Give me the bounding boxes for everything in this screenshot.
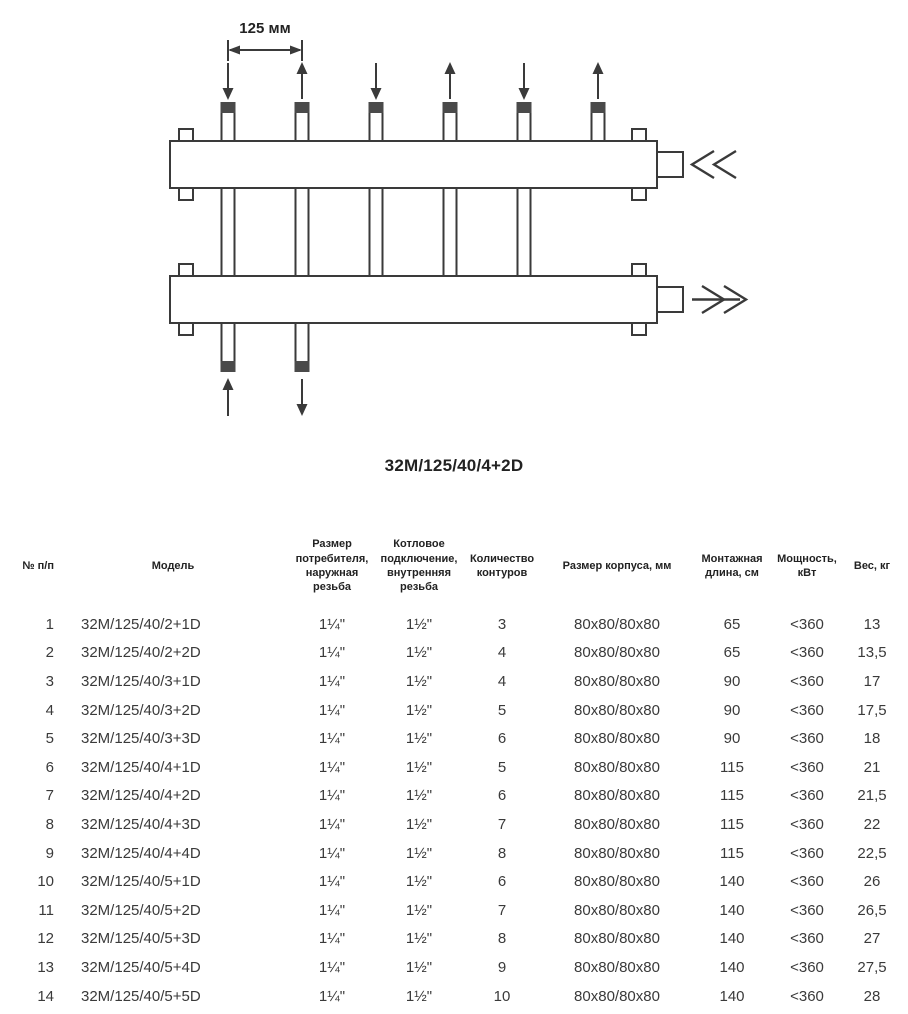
table-cell: 2 bbox=[45, 644, 54, 662]
table-cell: 140 bbox=[719, 873, 745, 891]
table-cell: 140 bbox=[719, 958, 745, 976]
table-cell: 17 bbox=[863, 672, 881, 690]
table-cell: 1½" bbox=[405, 987, 433, 1005]
table-cell: 22,5 bbox=[857, 844, 887, 862]
table-cell: 1¼" bbox=[318, 758, 346, 776]
flow-arrow-down-icon bbox=[223, 63, 234, 100]
col-header-mount-length: Монтажная длина, см bbox=[701, 552, 763, 579]
table-row bbox=[6, 925, 902, 954]
table-cell: <360 bbox=[790, 901, 824, 919]
table-cell: <360 bbox=[790, 758, 824, 776]
table-cell: 12 bbox=[37, 930, 54, 948]
table-cell: 7 bbox=[45, 787, 54, 805]
table-cell: 26,5 bbox=[857, 901, 887, 919]
col-header-boiler-connection: Котловое подключение, внутренняя резьба bbox=[380, 538, 458, 594]
table-cell: <360 bbox=[790, 844, 824, 862]
dimension-line bbox=[228, 40, 302, 61]
table-row bbox=[6, 810, 902, 839]
table-cell: <360 bbox=[790, 730, 824, 748]
table-cell: 80x80/80x80 bbox=[574, 701, 660, 719]
table-cell: 1¼" bbox=[318, 787, 346, 805]
manifold-diagram bbox=[0, 0, 908, 430]
table-cell: 65 bbox=[723, 615, 741, 633]
supply-inlet-arrow-icon bbox=[692, 151, 736, 178]
table-cell: 5 bbox=[497, 701, 507, 719]
col-header-number: № п/п bbox=[22, 559, 54, 572]
table-cell: 21,5 bbox=[857, 787, 887, 805]
table-cell: 115 bbox=[720, 815, 744, 833]
table-cell: 80x80/80x80 bbox=[574, 644, 660, 662]
table-cell: 1¼" bbox=[318, 987, 346, 1005]
table-cell: 17,5 bbox=[857, 701, 887, 719]
table-cell: <360 bbox=[790, 644, 824, 662]
table-cell: 1½" bbox=[405, 815, 433, 833]
table-cell: 4 bbox=[497, 644, 507, 662]
table-cell: 80x80/80x80 bbox=[574, 730, 660, 748]
return-outlet-arrow-icon bbox=[692, 286, 746, 313]
flow-arrow-up-icon bbox=[593, 62, 604, 99]
table-cell: 32M/125/40/5+4D bbox=[81, 958, 201, 976]
table-row bbox=[6, 953, 902, 982]
table-cell: 1¼" bbox=[318, 730, 346, 748]
table-cell: <360 bbox=[790, 701, 824, 719]
table-cell: 1½" bbox=[405, 701, 433, 719]
table-cell: 8 bbox=[497, 844, 507, 862]
table-cell: 80x80/80x80 bbox=[574, 787, 660, 805]
table-cell: 80x80/80x80 bbox=[574, 615, 660, 633]
table-cell: 32M/125/40/3+3D bbox=[81, 730, 201, 748]
table-cell: 80x80/80x80 bbox=[574, 672, 660, 690]
table-cell: 80x80/80x80 bbox=[574, 873, 660, 891]
table-cell: 4 bbox=[45, 701, 54, 719]
table-row bbox=[6, 724, 902, 753]
table-cell: <360 bbox=[790, 787, 824, 805]
table-cell: 1¼" bbox=[318, 844, 346, 862]
table-cell: 80x80/80x80 bbox=[574, 815, 660, 833]
table-cell: 32M/125/40/5+2D bbox=[81, 901, 201, 919]
table-cell: 14 bbox=[37, 987, 54, 1005]
dimension-label: 125 мм bbox=[239, 20, 291, 37]
table-cell: 1¼" bbox=[318, 672, 346, 690]
table-cell: 3 bbox=[45, 672, 54, 690]
table-cell: 27,5 bbox=[857, 958, 887, 976]
table-cell: 1½" bbox=[405, 930, 433, 948]
model-caption: 32M/125/40/4+2D bbox=[384, 456, 524, 475]
table-cell: 32M/125/40/4+1D bbox=[81, 758, 201, 776]
table-cell: 27 bbox=[863, 930, 881, 948]
table-cell: 1¼" bbox=[318, 930, 346, 948]
table-cell: 5 bbox=[497, 758, 507, 776]
table-body bbox=[6, 610, 902, 1010]
table-cell: 115 bbox=[720, 844, 744, 862]
table-cell: 1½" bbox=[405, 844, 433, 862]
return-nozzle bbox=[657, 287, 683, 312]
table-cell: <360 bbox=[790, 958, 824, 976]
table-cell: 1¼" bbox=[318, 958, 346, 976]
table-row bbox=[6, 753, 902, 782]
table-cell: 32M/125/40/5+5D bbox=[81, 987, 201, 1005]
table-cell: 32M/125/40/2+2D bbox=[81, 644, 201, 662]
table-cell: 1¼" bbox=[318, 901, 346, 919]
table-cell: 32M/125/40/3+2D bbox=[81, 701, 201, 719]
table-cell: 90 bbox=[723, 701, 741, 719]
table-cell: 6 bbox=[497, 873, 507, 891]
table-cell: 1½" bbox=[405, 730, 433, 748]
table-row bbox=[6, 610, 902, 639]
table-row bbox=[6, 982, 902, 1011]
col-header-circuits: Количество контуров bbox=[469, 552, 535, 579]
table-cell: 9 bbox=[45, 844, 54, 862]
table-cell: 5 bbox=[45, 730, 54, 748]
table-cell: 115 bbox=[720, 758, 744, 776]
col-header-model: Модель bbox=[151, 559, 195, 572]
table-row bbox=[6, 696, 902, 725]
table-row bbox=[6, 896, 902, 925]
table-cell: 115 bbox=[720, 787, 744, 805]
table-cell: 13 bbox=[863, 615, 881, 633]
table-cell: 140 bbox=[719, 930, 745, 948]
table-cell: 18 bbox=[863, 730, 881, 748]
table-cell: 90 bbox=[723, 672, 741, 690]
table-cell: 80x80/80x80 bbox=[574, 930, 660, 948]
table-cell: 1½" bbox=[405, 873, 433, 891]
top-outlet-pipes bbox=[222, 112, 605, 144]
manifold-top-bar bbox=[170, 141, 657, 188]
table-cell: 80x80/80x80 bbox=[574, 987, 660, 1005]
table-cell: 32M/125/40/5+3D bbox=[81, 930, 201, 948]
supply-nozzle bbox=[657, 152, 683, 177]
col-header-weight: Вес, кг bbox=[853, 559, 891, 572]
table-row bbox=[6, 839, 902, 868]
table-cell: 26 bbox=[863, 873, 881, 891]
table-cell: 80x80/80x80 bbox=[574, 958, 660, 976]
table-cell: 21 bbox=[863, 758, 881, 776]
table-cell: 1 bbox=[45, 615, 54, 633]
table-cell: 6 bbox=[45, 758, 54, 776]
table-cell: 10 bbox=[37, 873, 54, 891]
table-cell: 9 bbox=[497, 958, 507, 976]
table-cell: 6 bbox=[497, 787, 507, 805]
table-cell: 4 bbox=[497, 672, 507, 690]
table-cell: 1½" bbox=[405, 758, 433, 776]
table-cell: 1½" bbox=[405, 901, 433, 919]
table-cell: 8 bbox=[45, 815, 54, 833]
table-cell: <360 bbox=[790, 672, 824, 690]
table-cell: 90 bbox=[723, 730, 741, 748]
table-row bbox=[6, 639, 902, 668]
table-cell: 65 bbox=[723, 644, 741, 662]
table-row bbox=[6, 667, 902, 696]
table-cell: 8 bbox=[497, 930, 507, 948]
table-cell: 32M/125/40/4+4D bbox=[81, 844, 201, 862]
table-row bbox=[6, 782, 902, 811]
table-cell: 140 bbox=[719, 901, 745, 919]
table-cell: 32M/125/40/3+1D bbox=[81, 672, 201, 690]
table-cell: 7 bbox=[497, 901, 507, 919]
flow-arrow-up-icon bbox=[297, 62, 308, 99]
table-cell: 32M/125/40/4+2D bbox=[81, 787, 201, 805]
flow-arrow-down-icon bbox=[519, 63, 530, 100]
table-cell: 10 bbox=[493, 987, 511, 1005]
table-cell: 32M/125/40/5+1D bbox=[81, 873, 201, 891]
flow-arrow-up-icon bbox=[223, 378, 234, 416]
table-cell: 13,5 bbox=[857, 644, 887, 662]
flow-arrow-down-icon bbox=[297, 379, 308, 416]
table-cell: 1¼" bbox=[318, 873, 346, 891]
table-cell: 1¼" bbox=[318, 701, 346, 719]
table-cell: 1½" bbox=[405, 644, 433, 662]
table-cell: <360 bbox=[790, 987, 824, 1005]
table-row bbox=[6, 867, 902, 896]
table-cell: 7 bbox=[497, 815, 507, 833]
table-cell: 1¼" bbox=[318, 815, 346, 833]
manifold-bottom-bar bbox=[170, 276, 657, 323]
col-header-body-size: Размер корпуса, мм bbox=[562, 559, 672, 572]
connector-pipes bbox=[222, 182, 531, 280]
col-header-consumer-size: Размер потребителя, наружная резьба bbox=[295, 538, 369, 594]
table-cell: 32M/125/40/4+3D bbox=[81, 815, 201, 833]
table-cell: 6 bbox=[497, 730, 507, 748]
table-cell: 11 bbox=[38, 901, 54, 919]
table-cell: 80x80/80x80 bbox=[574, 758, 660, 776]
table-cell: 80x80/80x80 bbox=[574, 901, 660, 919]
table-cell: 13 bbox=[37, 958, 54, 976]
col-header-power: Мощность, кВт bbox=[777, 552, 837, 579]
table-cell: 140 bbox=[719, 987, 745, 1005]
table-cell: 1½" bbox=[405, 615, 433, 633]
table-cell: 1½" bbox=[405, 958, 433, 976]
table-cell: 32M/125/40/2+1D bbox=[81, 615, 201, 633]
spec-table bbox=[6, 522, 902, 1010]
table-cell: 1½" bbox=[405, 672, 433, 690]
flow-arrow-down-icon bbox=[371, 63, 382, 100]
table-cell: <360 bbox=[790, 930, 824, 948]
table-header-row bbox=[6, 522, 902, 610]
table-cell: <360 bbox=[790, 815, 824, 833]
table-cell: 1¼" bbox=[318, 644, 346, 662]
table-cell: 22 bbox=[863, 815, 881, 833]
table-cell: 80x80/80x80 bbox=[574, 844, 660, 862]
table-cell: 1½" bbox=[405, 787, 433, 805]
table-cell: 28 bbox=[863, 987, 881, 1005]
table-cell: 3 bbox=[497, 615, 507, 633]
table-cell: <360 bbox=[790, 615, 824, 633]
flow-arrow-up-icon bbox=[445, 62, 456, 99]
table-cell: <360 bbox=[790, 873, 824, 891]
table-cell: 1¼" bbox=[318, 615, 346, 633]
